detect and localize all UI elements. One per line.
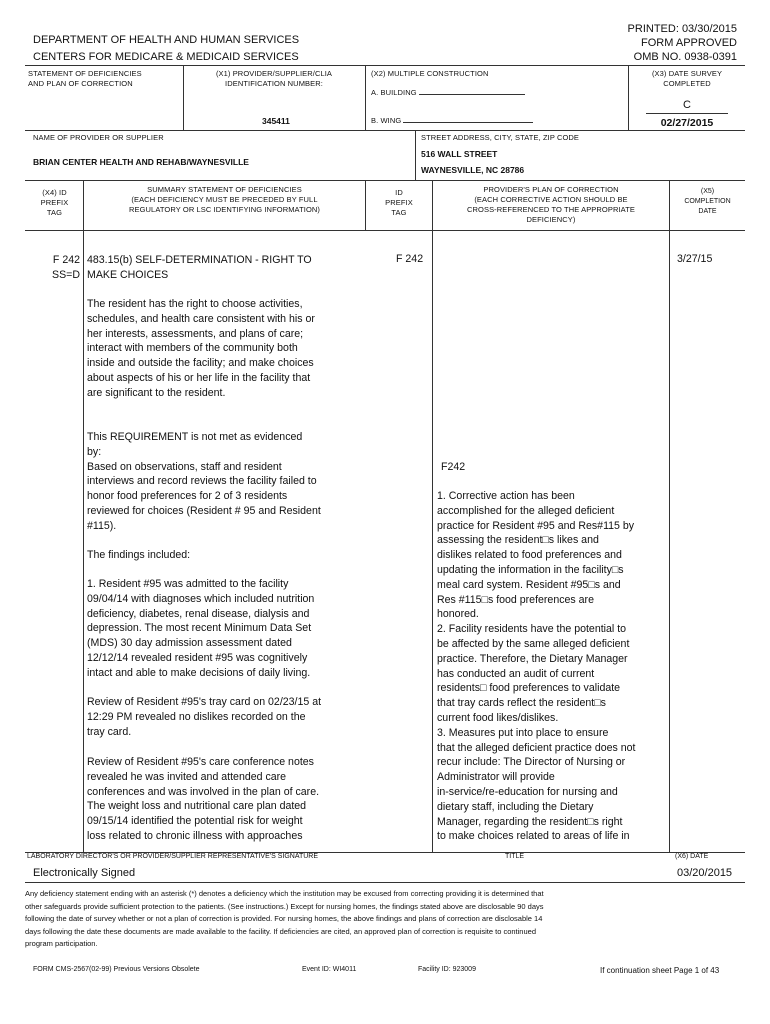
- title-label: TITLE: [505, 853, 525, 860]
- survey-date: 02/27/2015: [660, 117, 714, 129]
- event-id: Event ID: WI4011: [302, 966, 357, 973]
- omb-number: OMB NO. 0938-0391: [633, 51, 737, 63]
- tray-card-review: Review of Resident #95's tray card on 02/23/15 at 12:29 PM revealed no dislikes recorded on the tray card.: [87, 696, 322, 738]
- signature-value: Electronically Signed: [33, 867, 136, 879]
- plan-of-correction-text: 1. Corrective action has been accomplished for the alleged deficient practice for Resident #95 and Res#115 by assessing the resident□s likes and dislikes related to food preferences and updating the information in the facility□s meal card system. Resident #95□s and Res #115□s food preferences are honored. 2. Facility residents have the potential to be affected by the same alleged deficient practice. Therefore, the Dietary Manager has conducted an audit of current residents□ food preferences to validate that tray cards reflect the resident□s current food likes/dislikes. 3. Measures put into place to ensure that the alleged deficient practice does not recur include: The Director of Nursing or Administrator will provide in-service/re-education for nursing and dietary staff, including the Dietary Manager, regarding the resident□s right to make choices related to areas of life in: [437, 490, 636, 843]
- plan-tag: F 242: [396, 253, 424, 265]
- statement-label: STATEMENT OF DEFICIENCIES AND PLAN OF CORRECTION: [28, 69, 142, 88]
- building-field: A. BUILDING: [371, 86, 525, 98]
- deficiency-title: 483.15(b) SELF-DETERMINATION - RIGHT TO MAKE CHOICES: [87, 254, 312, 281]
- completion-date: 3/27/15: [677, 253, 713, 265]
- signature-date: 03/20/2015: [677, 867, 733, 879]
- provider-name: BRIAN CENTER HEALTH AND REHAB/WAYNESVILLE: [33, 157, 249, 167]
- form-number: FORM CMS-2567(02-99) Previous Versions Obsolete: [33, 966, 200, 973]
- agency-name: CENTERS FOR MEDICARE & MEDICAID SERVICES: [33, 51, 299, 63]
- provider-name-label: NAME OF PROVIDER OR SUPPLIER: [33, 133, 164, 142]
- x1-label: (X1) PROVIDER/SUPPLIER/CLIA IDENTIFICATION NUMBER:: [215, 69, 333, 88]
- survey-code: C: [683, 99, 691, 111]
- wing-field: B. WING: [371, 114, 533, 126]
- requirement-finding: This REQUIREMENT is not met as evidenced by: Based on observations, staff and resident interviews and record reviews the facility failed to honor food preferences for 2 of 3 residents reviewed for choices (Resident # 95 and Resident #115).: [87, 431, 321, 532]
- street-address: 516 WALL STREET: [421, 149, 498, 159]
- care-conference-review: Review of Resident #95's care conference notes revealed he was invited and attended care conferences and was involved in the plan of care. The weight loss and nutritional care plan dated 09/15/14 identified the potential risk for weight loss related to chronic illness with approaches: [87, 756, 320, 842]
- regulation-text: The resident has the right to choose activities, schedules, and health care consistent with his or her interests, assessments, and plans of care; interact with members of the community both inside and outside the facility; and make choices about aspects of his or her life in the facility that are significant to the resident.: [87, 298, 315, 399]
- x4-id-header: (X4) ID PREFIX TAG: [40, 188, 69, 217]
- printed-date: PRINTED: 03/30/2015: [627, 23, 737, 35]
- plan-heading: F242: [441, 461, 466, 473]
- page-indicator: If continuation sheet Page 1 of 43: [600, 966, 720, 975]
- x5-header: (X5) COMPLETION DATE: [684, 188, 731, 215]
- deficiency-tag: F 242 SS=D: [52, 254, 80, 281]
- finding-resident-95: 1. Resident #95 was admitted to the facility 09/04/14 with diagnoses which included nutrition deficiency, diabetes, renal disease, dialysis and depression. The most recent Minimum Data Set (MDS) 30 day admission assessment dated 12/12/14 revealed resident #95 was cognitively intact and able to make decisions of daily living.: [87, 578, 315, 679]
- disclaimer-text: Any deficiency statement ending with an asterisk (*) denotes a deficiency which the institution may be excused from correcting providing it is determined that other safeguards provide sufficient protection to the patients. (See instructions.) Except for nursing homes, the findings stated above are disclosable 90 days following the date of survey whether or not a plan of correction is provided. For nursing homes, the above findings and plans of correction are disclosable 14 days following the date these documents are made available to the facility. If deficiencies are cited, an approved plan of correction is requisite to continued program participation.: [25, 889, 544, 948]
- findings-intro: The findings included:: [87, 549, 191, 561]
- x6-date-label: (X6) DATE: [675, 853, 709, 860]
- facility-id: Facility ID: 923009: [418, 966, 476, 973]
- summary-header: SUMMARY STATEMENT OF DEFICIENCIES (EACH DEFICIENCY MUST BE PRECEDED BY FULL REGULATORY OR LSC IDENTIFYING INFORMATION): [128, 185, 321, 214]
- x2-label: (X2) MULTIPLE CONSTRUCTION: [371, 69, 489, 78]
- department-name: DEPARTMENT OF HEALTH AND HUMAN SERVICES: [33, 34, 300, 46]
- provider-id-number: 345411: [262, 116, 290, 126]
- address-label: STREET ADDRESS, CITY, STATE, ZIP CODE: [421, 133, 580, 142]
- x3-label: (X3) DATE SURVEY COMPLETED: [651, 69, 723, 88]
- id-prefix-header: ID PREFIX TAG: [385, 188, 413, 217]
- signature-label: LABORATORY DIRECTOR'S OR PROVIDER/SUPPLIER REPRESENTATIVE'S SIGNATURE: [27, 853, 319, 860]
- form-approved: FORM APPROVED: [641, 37, 737, 49]
- city-state-zip: WAYNESVILLE, NC 28786: [421, 165, 525, 175]
- plan-header: PROVIDER'S PLAN OF CORRECTION (EACH CORRECTIVE ACTION SHOULD BE CROSS-REFERENCED TO THE APPROPRIATE DEFICIENCY): [467, 185, 635, 224]
